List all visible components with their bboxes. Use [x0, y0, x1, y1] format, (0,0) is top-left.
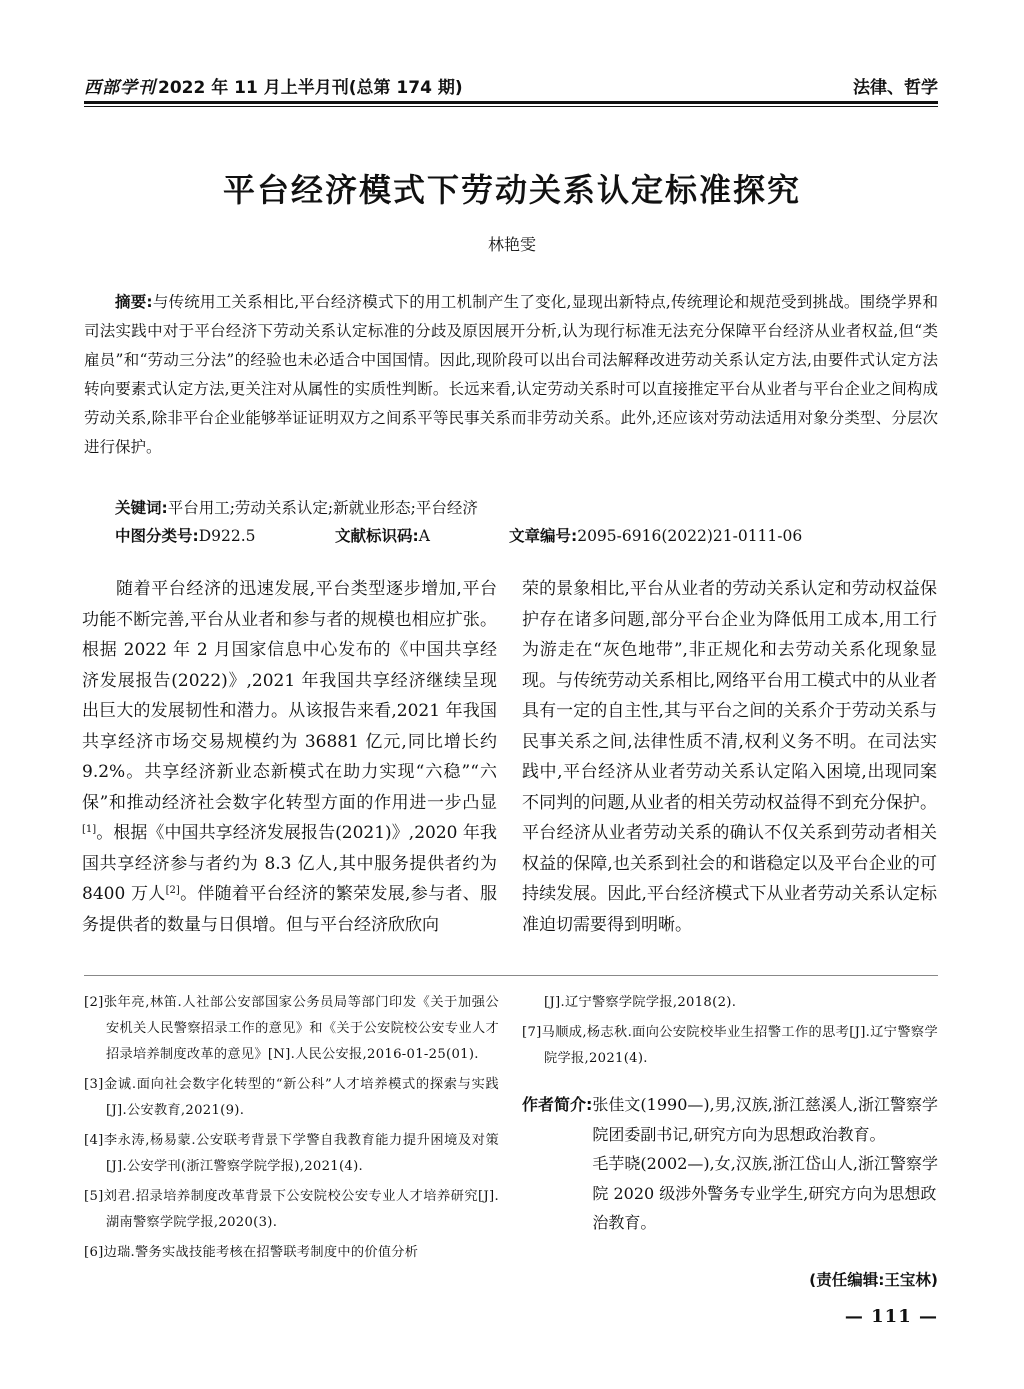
author-bio-person-2: 毛芋晓(2002—),女,汉族,浙江岱山人,浙江警察学院 2020 级涉外警务专业学生,研究方向为思想政治教育。	[592, 1154, 938, 1232]
author-bio-person-1: 张佳文(1990—),男,汉族,浙江慈溪人,浙江警察学院团委副书记,研究方向为思想政治教育。	[592, 1095, 938, 1144]
reference-item: [3]金诚.面向社会数字化转型的“新公科”人才培养模式的探索与实践[J].公安教育,2021(9).	[84, 1077, 499, 1118]
references-left	[84, 990, 499, 1270]
keywords	[84, 494, 938, 522]
clc-value: D922.5	[198, 527, 256, 545]
reference-item: [7]马顺成,杨志秋.面向公安院校毕业生招警工作的思考[J].辽宁警察学院学报,2021(4).	[522, 1025, 938, 1066]
body-left-part-b: 。根据《中国共享经济发展报告(2021)》,2020 年我国共享经济参与者约为 8.3 亿人,其中服务提供者约为 8400 万人	[82, 823, 497, 904]
article-author: 林艳雯	[487, 235, 536, 254]
issue-info: 2022 年 11 月上半月刊(总第 174 期)	[158, 77, 463, 98]
abstract-label: 摘要:	[115, 293, 153, 311]
section-name: 法律、哲学	[853, 77, 938, 98]
body-column-right	[522, 574, 937, 940]
abstract	[84, 288, 938, 462]
clc-label: 中图分类号:	[115, 527, 199, 545]
classification-line	[84, 522, 938, 550]
header-rule-thin	[84, 106, 938, 107]
reference-continuation: [J].辽宁警察学院学报,2018(2).	[544, 995, 737, 1010]
header-rule-thick	[84, 101, 938, 104]
author-bio-label: 作者简介:	[522, 1095, 593, 1114]
citation-1: [1]	[82, 824, 97, 835]
reference-item: [2]张年亮,林笛.人社部公安部国家公务员局等部门印发《关于加强公安机关人民警察招录工作的意见》和《关于公安院校公安专业人才招录培养制度改革的意见》[N].人民公安报,2016-01-25(01).	[84, 995, 499, 1062]
article-title: 平台经济模式下劳动关系认定标准探究	[222, 171, 801, 209]
reference-item: [6]边瑞.警务实战技能考核在招警联考制度中的价值分析	[84, 1245, 419, 1260]
doc-code-label: 文献标识码:	[335, 527, 419, 545]
article-no-value: 2095-6916(2022)21-0111-06	[577, 527, 803, 545]
body-right-text: 荣的景象相比,平台从业者的劳动关系认定和劳动权益保护存在诸多问题,部分平台企业为降低用工成本,用工行为游走在“灰色地带”,非正规化和去劳动关系化现象显现。与传统劳动关系相比,网络平台用工模式中的从业者具有一定的自主性,其与平台之间的关系介于劳动关系与民事关系之间,法律性质不清,权利义务不明。在司法实践中,平台经济从业者劳动关系认定陷入困境,出现同案不同判的问题,从业者的相关劳动权益得不到充分保护。平台经济从业者劳动关系的确认不仅关系到劳动者相关权益的保障,也关系到社会的和谐稳定以及平台企业的可持续发展。因此,平台经济模式下从业者劳动关系认定标准迫切需要得到明晰。	[522, 579, 937, 935]
page-number: — 111 —	[844, 1306, 938, 1327]
running-header	[84, 70, 938, 100]
reference-item: [5]刘君.招录培养制度改革背景下公安院校公安专业人才培养研究[J].湖南警察学院学报,2020(3).	[84, 1189, 499, 1230]
reference-item: [4]李永涛,杨易蒙.公安联考背景下学警自我教育能力提升困境及对策[J].公安学刊(浙江警察学院学报),2021(4).	[84, 1133, 499, 1174]
abstract-text: 与传统用工关系相比,平台经济模式下的用工机制产生了变化,显现出新特点,传统理论和规范受到挑战。围绕学界和司法实践中对于平台经济下劳动关系认定标准的分歧及原因展开分析,认为现行标准无法充分保障平台经济从业者权益,但“类雇员”和“劳动三分法”的经验也未必适合中国国情。因此,现阶段可以出台司法解释改进劳动关系认定方法,由要件式认定方法转向要素式认定方法,更关注对从属性的实质性判断。长远来看,认定劳动关系时可以直接推定平台从业者与平台企业之间构成劳动关系,除非平台企业能够举证证明双方之间系平等民事关系而非劳动关系。此外,还应该对劳动法适用对象分类型、分层次进行保护。	[84, 293, 938, 456]
doc-code-value: A	[418, 527, 430, 545]
references-right	[522, 990, 938, 1076]
body-left-part-a: 随着平台经济的迅速发展,平台类型逐步增加,平台功能不断完善,平台从业者和参与者的规模也相应扩张。根据 2022 年 2 月国家信息中心发布的《中国共享经济发展报告(2022)》,2021 年我国共享经济继续呈现出巨大的发展韧性和潜力。从该报告来看,2021 年我国共享经济市场交易规模约为 36881 亿元,同比增长约 9.2%。共享经济新业态新模式在助力实现“六稳”“六保”和推动经济社会数字化转型方面的作用进一步凸显	[82, 579, 497, 813]
author-bio	[522, 1090, 938, 1238]
journal-logo: 西部学刊	[84, 77, 156, 98]
body-column-left	[82, 574, 497, 940]
responsible-editor: (责任编辑:王宝林)	[809, 1271, 938, 1289]
citation-2: [2]	[165, 885, 180, 896]
keywords-label: 关键词:	[115, 499, 168, 517]
references-divider	[84, 975, 938, 976]
keywords-text: 平台用工;劳动关系认定;新就业形态;平台经济	[167, 499, 478, 517]
article-no-label: 文章编号:	[509, 527, 578, 545]
body-left-part-c: 。伴随着平台经济的繁荣发展,参与者、服务提供者的数量与日俱增。但与平台经济欣欣向	[82, 884, 497, 935]
header-left	[84, 73, 463, 98]
